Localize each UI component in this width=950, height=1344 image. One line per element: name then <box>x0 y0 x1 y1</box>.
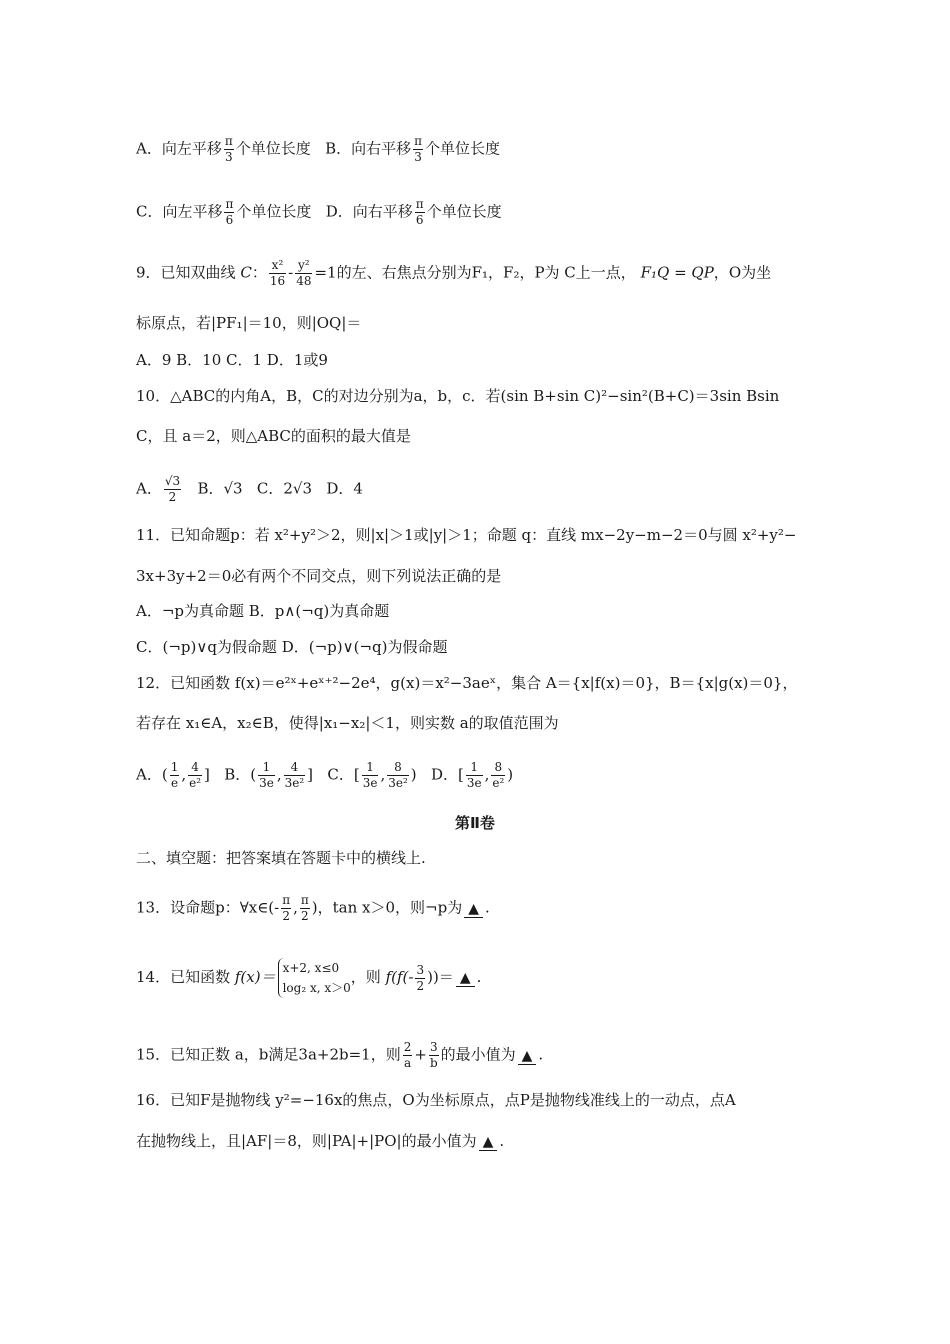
q11-line2: 3x+3y+2＝0必有两个不同交点，则下列说法正确的是 <box>136 567 502 585</box>
q8-option-a-b: A．向左平移 $\frac{\pi}{3}$ 个单位长度 B．向右平移 $\frac{\pi}{3}$ 个单位长度 <box>136 134 500 164</box>
q15: 15．已知正数 a，b满足3a+2b=1，则 $\frac{2}{a}$ + $\frac{3}{b}$ 的最小值为 ▲ . <box>136 1040 544 1070</box>
q12-line1: 12．已知函数 f(x)＝e²ˣ+eˣ⁺²−2e⁴，g(x)＝x²−3aeˣ，集合 A＝{x|f(x)＝0}，B＝{x|g(x)＝0}， <box>136 674 798 692</box>
q10-line2: C，且 a＝2，则△ABC的面积的最大值是 <box>136 427 411 445</box>
q11-options-ab: A．¬p为真命题 B．p∧(¬q)为真命题 <box>136 602 390 620</box>
q14: 14．已知函数 f(x)＝ x+2, x≤0 log₂ x, x＞0 ，则 f(f(- $\frac{3}{2}$ ))＝ ▲ . <box>136 958 481 998</box>
q16-line2: 在抛物线上，且|AF|＝8，则|PA|+|PO|的最小值为 ▲ . <box>136 1132 505 1150</box>
fill-in-instruction: 二、填空题：把答案填在答题卡中的横线上. <box>136 849 426 867</box>
q13: 13．设命题p：∀x∈(- $\frac{\pi}{2}$ , $\frac{\pi}{2}$ )，tan x＞0，则¬p为 ▲ . <box>136 893 490 923</box>
answer-blank[interactable]: ▲ <box>479 1133 498 1151</box>
q12-line2: 若存在 x₁∈A，x₂∈B，使得|x₁−x₂|＜1，则实数 a的取值范围为 <box>136 714 559 732</box>
q9-options: A．9 B．10 C．1 D．1或9 <box>136 351 328 369</box>
q8-option-c-d: C．向左平移 $\frac{\pi}{6}$ 个单位长度 D．向右平移 $\frac{\pi}{6}$ 个单位长度 <box>136 197 502 227</box>
q16-line1: 16．已知F是抛物线 y²=−16x的焦点，O为坐标原点，点P是抛物线准线上的一动点，点A <box>136 1091 736 1109</box>
q11-options-cd: C．(¬p)∨q为假命题 D．(¬p)∨(¬q)为假命题 <box>136 638 448 656</box>
q12-options: A．( $\frac{1}{e}$ , $\frac{4}{\text{e²}}$ ] B．( $\frac{1}{3e}$ , $\frac{4}{\text{3e²}}$ ] C．[ $\frac{1}{3e}$ , $\frac{8}{\text{3e²}}$ ) D．[ $\frac{1}{3e}$ , $\frac{8}{\text{e²}}$ ) <box>136 760 514 790</box>
answer-blank[interactable]: ▲ <box>518 1047 537 1065</box>
q9-line1: 9．已知双曲线 C： $\frac{\text{x²}}{16}$ - $\frac{\text{y²}}{48}$ =1的左、右焦点分别为F₁，F₂，P为 C上一点， F₁Q = QP，O为坐 <box>136 258 772 288</box>
q10-options: A． $\frac{√3}{2}$ B．√3 C．2√3 D．4 <box>136 474 363 504</box>
q10-line1: 10．△ABC的内角A，B，C的对边分别为a，b，c．若(sin B+sin C)²−sin²(B+C)＝3sin Bsin <box>136 387 780 405</box>
answer-blank[interactable]: ▲ <box>456 969 475 987</box>
answer-blank[interactable]: ▲ <box>464 900 483 918</box>
q11-line1: 11．已知命题p：若 x²+y²＞2，则|x|＞1或|y|＞1；命题 q：直线 mx−2y−m−2＝0与圆 x²+y²− <box>136 526 797 544</box>
section-title: 第Ⅱ卷 <box>455 814 495 832</box>
q9-line2: 标原点，若|PF₁|＝10，则|OQ|＝ <box>136 314 362 332</box>
